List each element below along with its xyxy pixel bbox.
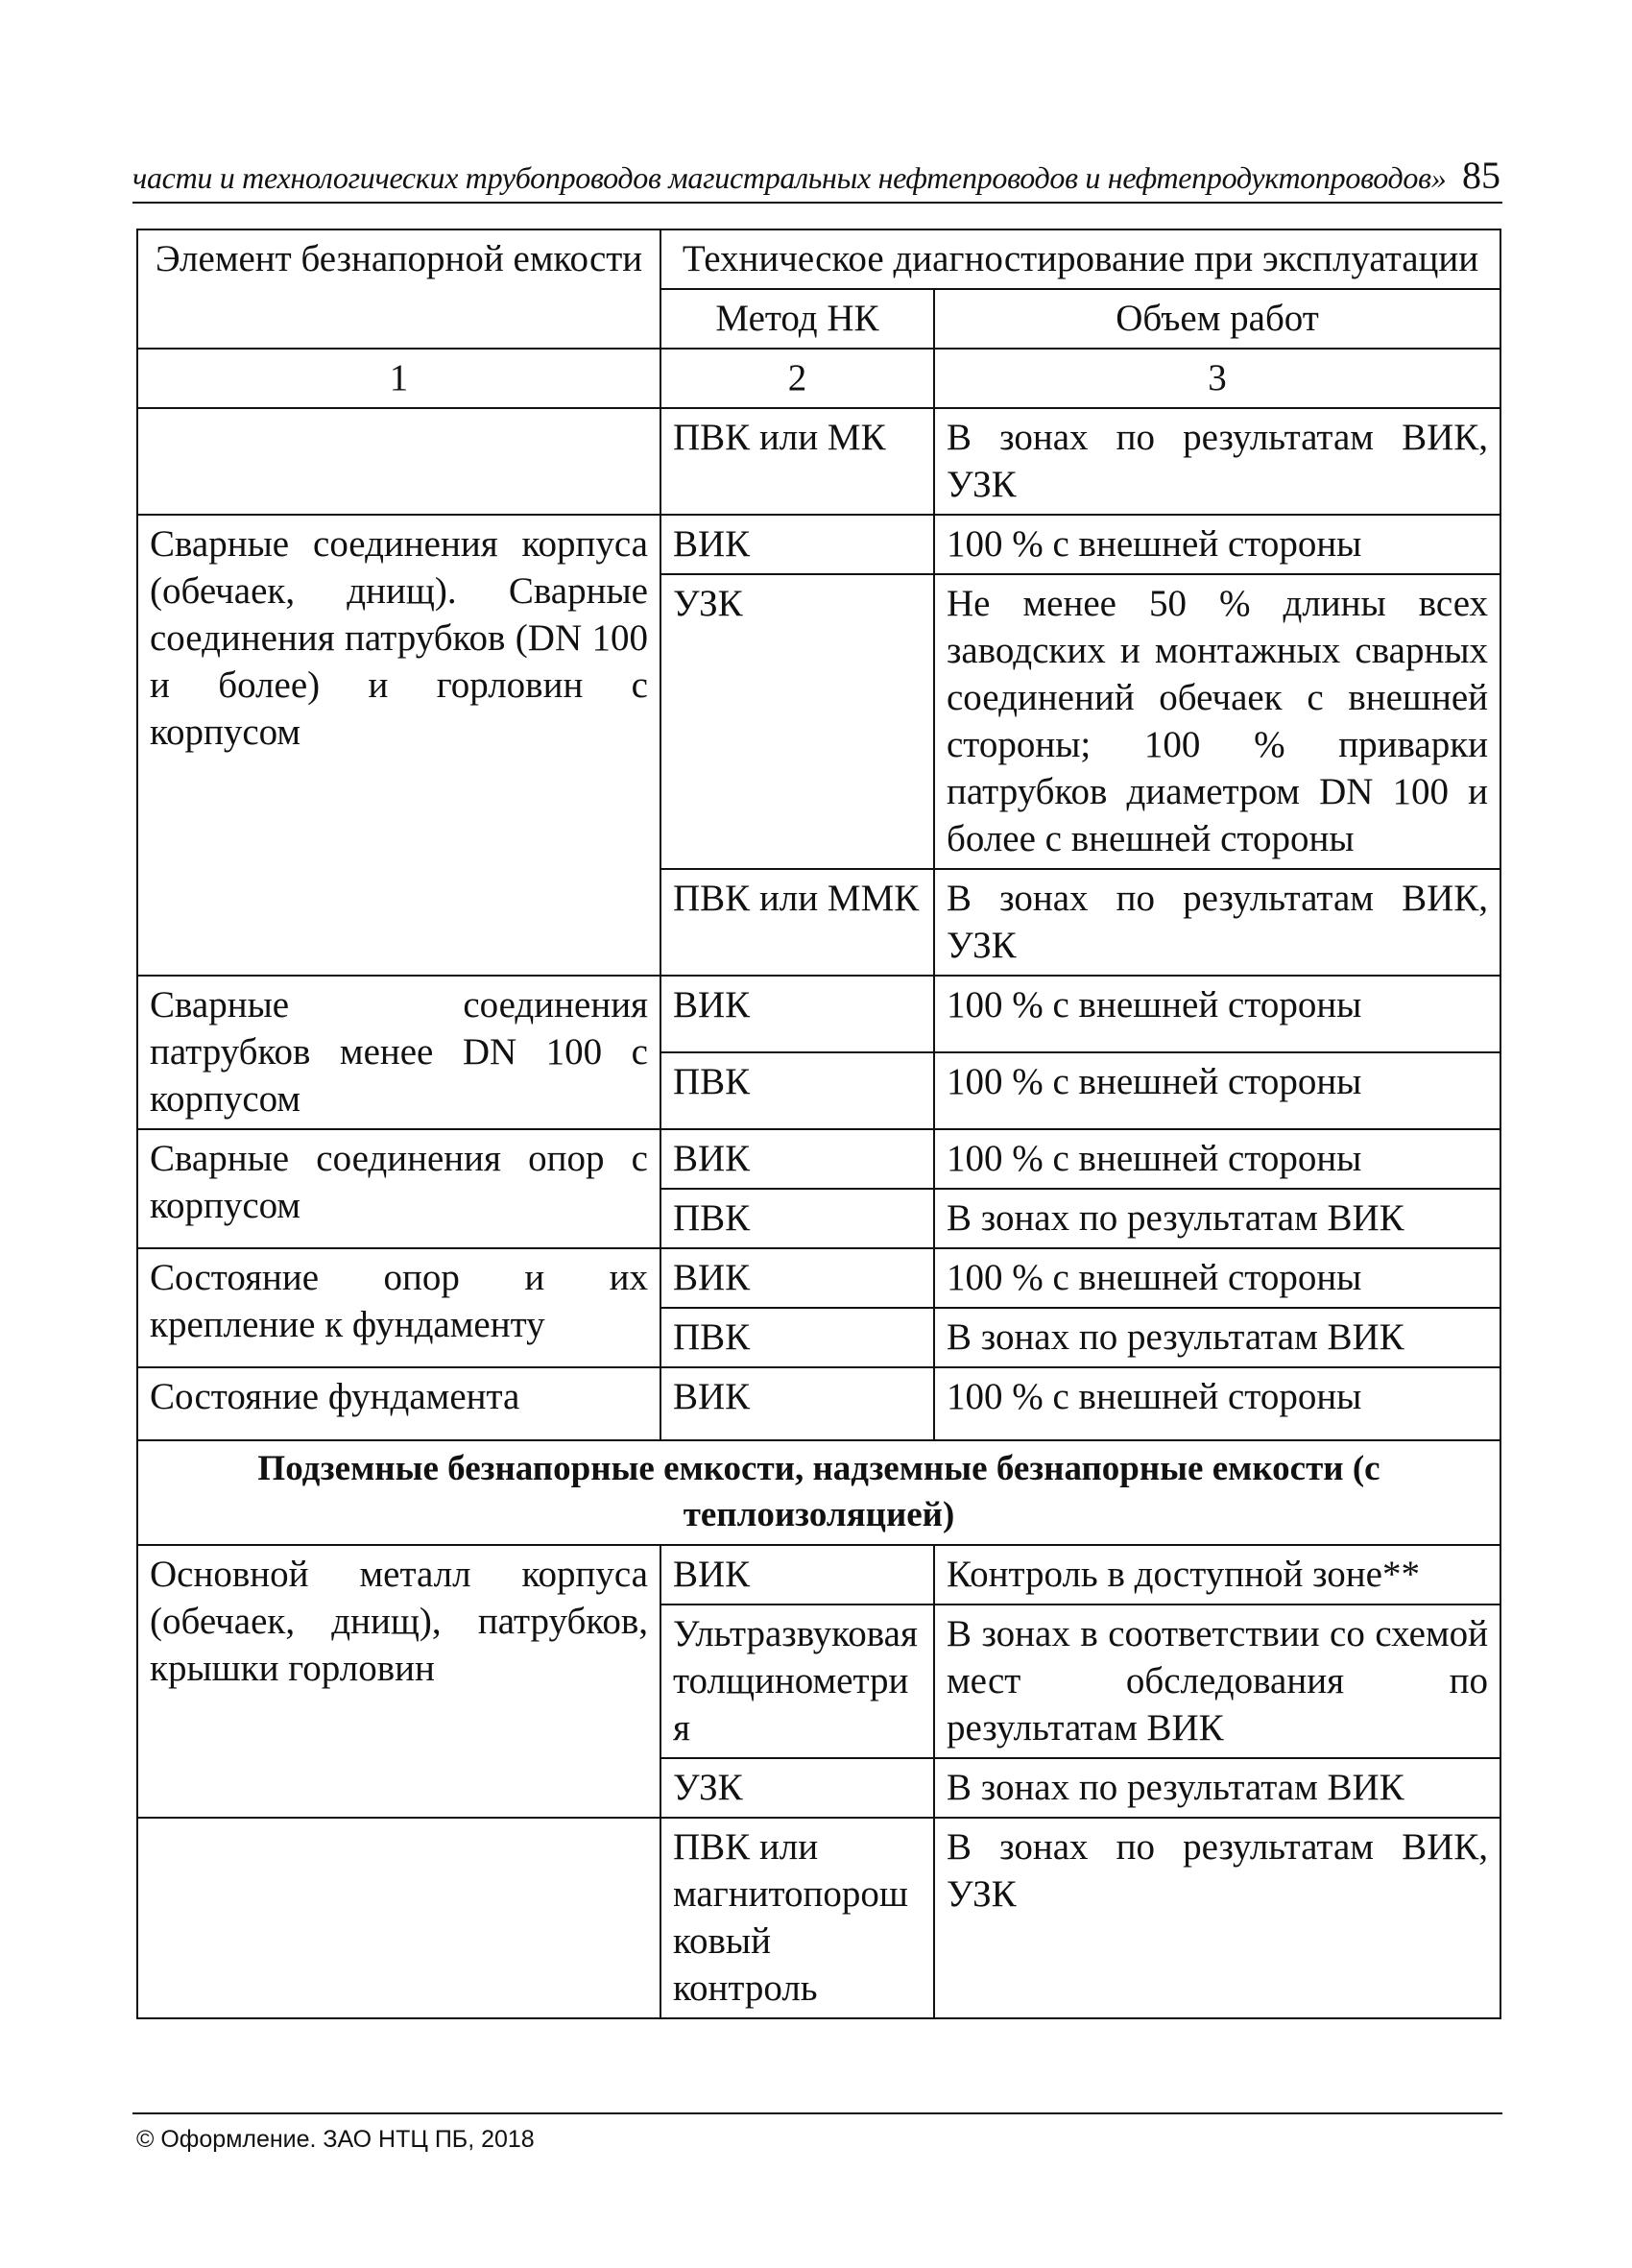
volume-cell: В зонах в соответствии со схемой мест обследования по результатам ВИК (934, 1604, 1500, 1758)
volume-cell: В зонах по результатам ВИК (934, 1308, 1500, 1367)
method-cell: ПВК (660, 1052, 934, 1129)
header-element: Элемент безнапорной емкости (137, 229, 660, 349)
element-cell: Состояние опор и их крепление к фундаменту (137, 1248, 660, 1367)
section-title: Подземные безнапорные емкости, надземные безнапорные емкости (с теплоизоляцией) (137, 1440, 1500, 1545)
volume-cell: 100 % с внешней стороны (934, 976, 1500, 1052)
volume-cell: Контроль в доступной зоне** (934, 1545, 1500, 1604)
volume-cell: Не менее 50 % длины всех заводских и монтажных сварных соединений обечаек с внешней стороны; 100 % приварки патрубков диаметром DN 100 и более с внешней стороны (934, 574, 1500, 869)
element-cell-empty (137, 408, 660, 515)
volume-cell: В зонах по результатам ВИК, УЗК (934, 1818, 1500, 2018)
volume-cell: В зонах по результатам ВИК, УЗК (934, 869, 1500, 976)
column-number-1: 1 (137, 349, 660, 408)
table-row (137, 976, 1500, 1052)
volume-cell: В зонах по результатам ВИК (934, 1189, 1500, 1248)
table-row (137, 1129, 1500, 1189)
method-cell: ПВК или магнитопорошковый контроль (660, 1818, 934, 2018)
method-cell: ВИК (660, 1545, 934, 1604)
element-cell: Сварные соединения корпуса (обечаек, днищ). Сварные соединения патрубков (DN 100 и более) и горловин с корпусом (137, 515, 660, 976)
method-cell: ПВК (660, 1189, 934, 1248)
footer-copyright: © Оформление. ЗАО НТЦ ПБ, 2018 (136, 2126, 535, 2153)
element-cell: Состояние фундамента (137, 1367, 660, 1440)
method-cell: ВИК (660, 515, 934, 574)
section-header-row (137, 1440, 1500, 1545)
volume-cell: 100 % с внешней стороны (934, 1052, 1500, 1129)
method-cell: ВИК (660, 1367, 934, 1440)
header-row (137, 229, 1500, 289)
method-cell: ПВК (660, 1308, 934, 1367)
element-cell: Сварные соединения патрубков менее DN 100 с корпусом (137, 976, 660, 1129)
element-cell: Основной металл корпуса (обечаек, днищ), патрубков, крышки горловин (137, 1545, 660, 1818)
volume-cell: В зонах по результатам ВИК, УЗК (934, 408, 1500, 515)
volume-cell: 100 % с внешней стороны (934, 1248, 1500, 1308)
volume-cell: 100 % с внешней стороны (934, 1129, 1500, 1189)
footer-divider (132, 2112, 1502, 2114)
diagnostics-table (136, 229, 1501, 2019)
column-number-2: 2 (660, 349, 934, 408)
volume-cell: В зонах по результатам ВИК (934, 1758, 1500, 1818)
method-cell: ВИК (660, 1129, 934, 1189)
column-numbers-row (137, 349, 1500, 408)
page-number: 85 (1462, 154, 1500, 197)
volume-cell: 100 % с внешней стороны (934, 515, 1500, 574)
method-cell: УЗК (660, 574, 934, 869)
running-title: части и технологических трубопроводов магистральных нефтепроводов и нефтепродуктопроводов» (132, 160, 1447, 195)
table-row (137, 1545, 1500, 1604)
method-cell: ВИК (660, 1248, 934, 1308)
element-cell-empty (137, 1818, 660, 2018)
table-row (137, 1248, 1500, 1308)
method-cell: ВИК (660, 976, 934, 1052)
table-row (137, 515, 1500, 574)
method-cell: ПВК или МК (660, 408, 934, 515)
header-volume: Объем работ (934, 289, 1500, 349)
volume-cell: 100 % с внешней стороны (934, 1367, 1500, 1440)
column-number-3: 3 (934, 349, 1500, 408)
table-row (137, 1818, 1500, 2018)
method-cell: ПВК или ММК (660, 869, 934, 976)
header-diagnostics: Техническое диагностирование при эксплуатации (660, 229, 1500, 289)
table-row (137, 1367, 1500, 1440)
element-cell: Сварные соединения опор с корпусом (137, 1129, 660, 1248)
method-cell: УЗК (660, 1758, 934, 1818)
running-header (132, 154, 1502, 204)
method-cell: Ультразвуковая толщинометрия (660, 1604, 934, 1758)
table-row (137, 408, 1500, 515)
header-method: Метод НК (660, 289, 934, 349)
